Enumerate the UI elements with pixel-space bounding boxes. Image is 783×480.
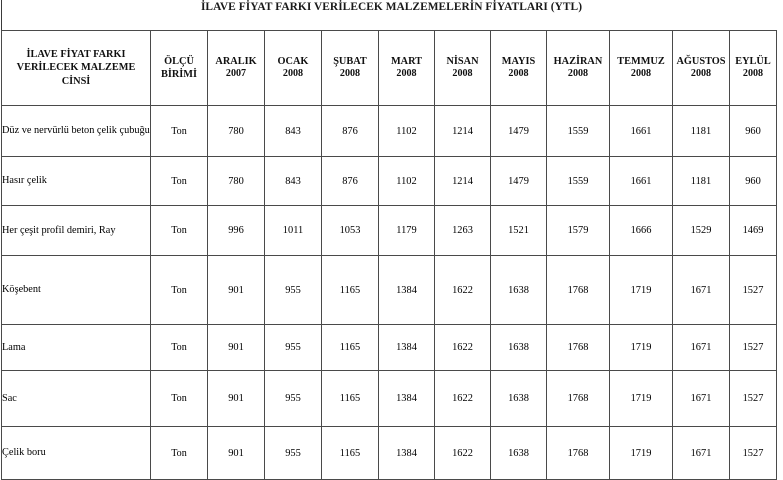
- cell-material: Köşebent: [2, 256, 151, 325]
- cell-unit: Ton: [151, 157, 208, 206]
- cell-price: 1479: [491, 157, 547, 206]
- cell-price: 1719: [610, 325, 673, 371]
- column-header-month-4: [379, 31, 435, 106]
- cell-price: 1527: [730, 427, 777, 480]
- header-month-name: HAZİRAN: [553, 55, 603, 67]
- cell-price: 1102: [379, 106, 435, 157]
- cell-price: 1165: [322, 371, 379, 427]
- header-unit-line-2: BİRİMİ: [160, 69, 198, 80]
- cell-price: 901: [208, 256, 265, 325]
- cell-price: 1181: [673, 157, 730, 206]
- header-month-year: 2008: [567, 68, 589, 80]
- cell-price: 1638: [491, 256, 547, 325]
- page-title: İLAVE FİYAT FARKI VERİLECEK MALZEMELERİN FİYATLARI (YTL): [200, 1, 583, 13]
- cell-price: 1768: [547, 371, 610, 427]
- column-header-month-9: [673, 31, 730, 106]
- cell-price: 1638: [491, 371, 547, 427]
- cell-price: 1529: [673, 206, 730, 256]
- cell-price: 1622: [435, 325, 491, 371]
- cell-unit: Ton: [151, 427, 208, 480]
- cell-price: 1671: [673, 325, 730, 371]
- cell-price: 1671: [673, 427, 730, 480]
- cell-price: 1559: [547, 106, 610, 157]
- header-month-year: 2008: [508, 68, 529, 80]
- cell-price: 1263: [435, 206, 491, 256]
- cell-price: 1638: [491, 325, 547, 371]
- header-month-name: ARALIK: [215, 55, 257, 67]
- cell-unit: Ton: [151, 106, 208, 157]
- column-header-material: [2, 31, 151, 106]
- cell-price: 1181: [673, 106, 730, 157]
- header-month-name: EYLÜL: [735, 55, 771, 67]
- table-row: [2, 256, 777, 325]
- cell-unit: Ton: [151, 325, 208, 371]
- cell-price: 780: [208, 106, 265, 157]
- cell-price: 1622: [435, 427, 491, 480]
- cell-price: 1768: [547, 427, 610, 480]
- cell-price: 1384: [379, 325, 435, 371]
- table-body: [2, 106, 777, 480]
- header-material-line-2: VERİLECEK MALZEME: [16, 62, 136, 74]
- column-header-month-7: [547, 31, 610, 106]
- cell-unit: Ton: [151, 256, 208, 325]
- header-month-year: 2008: [630, 68, 652, 80]
- cell-price: 1011: [265, 206, 322, 256]
- cell-price: 876: [322, 157, 379, 206]
- cell-unit: Ton: [151, 206, 208, 256]
- cell-unit: Ton: [151, 371, 208, 427]
- cell-material: Düz ve nervürlü beton çelik çubuğu: [2, 106, 151, 157]
- header-material-line-1: İLAVE FİYAT FARKI: [26, 49, 126, 61]
- cell-price: 1671: [673, 256, 730, 325]
- header-month-name: OCAK: [277, 55, 309, 67]
- cell-price: 901: [208, 427, 265, 480]
- column-header-month-3: [322, 31, 379, 106]
- cell-price: 996: [208, 206, 265, 256]
- cell-price: 1469: [730, 206, 777, 256]
- cell-price: 1527: [730, 256, 777, 325]
- header-month-name: TEMMUZ: [617, 55, 665, 67]
- cell-price: 1521: [491, 206, 547, 256]
- header-unit-line-1: ÖLÇÜ: [164, 55, 194, 67]
- cell-price: 1214: [435, 106, 491, 157]
- cell-price: 1666: [610, 206, 673, 256]
- header-month-name: MAYIS: [501, 55, 536, 67]
- header-month-year: 2007: [225, 68, 247, 80]
- cell-price: 1768: [547, 256, 610, 325]
- price-table-container: [1, 30, 776, 480]
- cell-price: 1559: [547, 157, 610, 206]
- header-month-year: 2008: [742, 68, 764, 80]
- cell-price: 960: [730, 106, 777, 157]
- header-material-line-3: CİNSİ: [61, 75, 91, 87]
- header-month-name: ŞUBAT: [333, 55, 367, 67]
- header-month-name: AĞUSTOS: [676, 55, 726, 67]
- cell-price: 955: [265, 325, 322, 371]
- cell-price: 1384: [379, 427, 435, 480]
- cell-price: 960: [730, 157, 777, 206]
- header-month-year: 2008: [282, 68, 304, 80]
- cell-material: Her çeşit profil demiri, Ray: [2, 206, 151, 256]
- table-row: [2, 206, 777, 256]
- table-row: [2, 325, 777, 371]
- material-price-table: [1, 30, 777, 480]
- cell-price: 1179: [379, 206, 435, 256]
- cell-price: 1165: [322, 256, 379, 325]
- cell-price: 1622: [435, 256, 491, 325]
- column-header-month-10: [730, 31, 777, 106]
- cell-price: 1622: [435, 371, 491, 427]
- table-row: [2, 157, 777, 206]
- cell-material: Hasır çelik: [2, 157, 151, 206]
- cell-price: 1214: [435, 157, 491, 206]
- cell-price: 1527: [730, 371, 777, 427]
- cell-price: 1053: [322, 206, 379, 256]
- column-header-month-8: [610, 31, 673, 106]
- cell-price: 1384: [379, 256, 435, 325]
- column-header-month-1: [208, 31, 265, 106]
- header-month-year: 2008: [339, 68, 361, 80]
- cell-price: 1102: [379, 157, 435, 206]
- cell-price: 901: [208, 325, 265, 371]
- cell-price: 901: [208, 371, 265, 427]
- cell-price: 780: [208, 157, 265, 206]
- cell-material: Çelik boru: [2, 427, 151, 480]
- cell-price: 1719: [610, 371, 673, 427]
- cell-price: 1638: [491, 427, 547, 480]
- cell-price: 876: [322, 106, 379, 157]
- table-row: [2, 371, 777, 427]
- cell-price: 955: [265, 371, 322, 427]
- table-header: [2, 31, 777, 106]
- header-month-name: MART: [390, 55, 423, 67]
- cell-price: 1527: [730, 325, 777, 371]
- cell-material: Lama: [2, 325, 151, 371]
- column-header-month-6: [491, 31, 547, 106]
- column-header-month-5: [435, 31, 491, 106]
- header-month-year: 2008: [452, 68, 473, 80]
- table-row: [2, 106, 777, 157]
- column-header-month-2: [265, 31, 322, 106]
- table-header-row: [2, 31, 777, 106]
- cell-price: 1165: [322, 325, 379, 371]
- column-header-unit: [151, 31, 208, 106]
- cell-price: 955: [265, 256, 322, 325]
- table-row: [2, 427, 777, 480]
- cell-price: 1661: [610, 157, 673, 206]
- cell-material: Sac: [2, 371, 151, 427]
- cell-price: 1671: [673, 371, 730, 427]
- cell-price: 1165: [322, 427, 379, 480]
- cell-price: 1661: [610, 106, 673, 157]
- cell-price: 955: [265, 427, 322, 480]
- header-month-name: NİSAN: [446, 55, 479, 67]
- cell-price: 1719: [610, 256, 673, 325]
- cell-price: 1768: [547, 325, 610, 371]
- cell-price: 843: [265, 106, 322, 157]
- cell-price: 1479: [491, 106, 547, 157]
- cell-price: 1579: [547, 206, 610, 256]
- cell-price: 843: [265, 157, 322, 206]
- cell-price: 1384: [379, 371, 435, 427]
- cell-price: 1719: [610, 427, 673, 480]
- header-month-year: 2008: [690, 68, 712, 80]
- header-month-year: 2008: [396, 68, 417, 80]
